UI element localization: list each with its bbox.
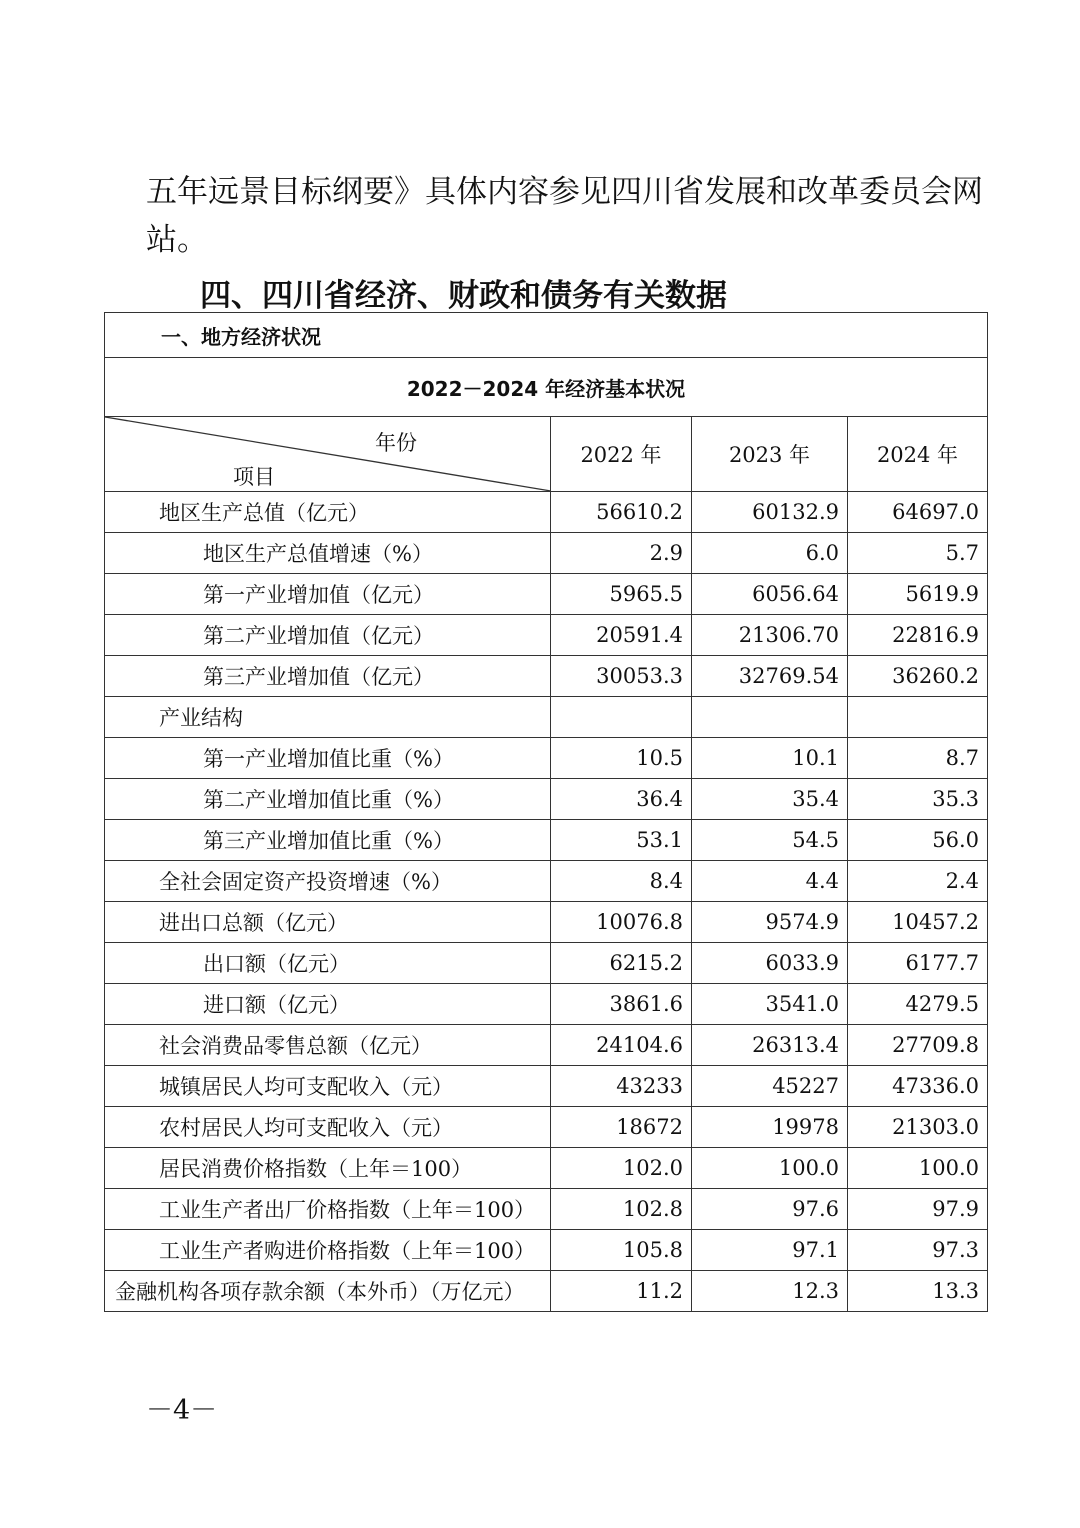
table-row [105, 984, 988, 1025]
row-value: 2.4 [848, 861, 988, 902]
table-row [105, 492, 988, 533]
row-value: 100.0 [692, 1148, 848, 1189]
table-row [105, 1230, 988, 1271]
row-value: 10.5 [551, 738, 692, 779]
row-value: 6177.7 [848, 943, 988, 984]
table-row [105, 574, 988, 615]
row-value: 9574.9 [692, 902, 848, 943]
row-label: 产业结构 [105, 697, 551, 738]
row-value: 43233 [551, 1066, 692, 1107]
row-value: 12.3 [692, 1271, 848, 1312]
page-number: －4－ [146, 1395, 218, 1426]
row-value: 27709.8 [848, 1025, 988, 1066]
row-value: 3861.6 [551, 984, 692, 1025]
table-row [105, 1148, 988, 1189]
row-value: 2.9 [551, 533, 692, 574]
paragraph-line-1: 五年远景目标纲要》具体内容参见四川省发展和改革委员会网 [146, 174, 983, 210]
table-title: 2022－2024 年经济基本状况 [105, 358, 988, 417]
row-value: 56610.2 [551, 492, 692, 533]
row-value: 35.3 [848, 779, 988, 820]
row-value: 97.6 [692, 1189, 848, 1230]
table-row [105, 820, 988, 861]
row-value: 6056.64 [692, 574, 848, 615]
row-value: 10.1 [692, 738, 848, 779]
row-value: 5965.5 [551, 574, 692, 615]
row-value: 102.0 [551, 1148, 692, 1189]
row-value: 4.4 [692, 861, 848, 902]
table-row [105, 1066, 988, 1107]
row-label: 社会消费品零售总额（亿元） [105, 1025, 551, 1066]
row-value: 8.4 [551, 861, 692, 902]
row-value: 105.8 [551, 1230, 692, 1271]
row-label: 第一产业增加值（亿元） [105, 574, 551, 615]
row-value: 24104.6 [551, 1025, 692, 1066]
row-value: 5619.9 [848, 574, 988, 615]
row-value: 56.0 [848, 820, 988, 861]
row-label: 居民消费价格指数（上年＝100） [105, 1148, 551, 1189]
row-value: 6033.9 [692, 943, 848, 984]
row-value: 32769.54 [692, 656, 848, 697]
row-value: 20591.4 [551, 615, 692, 656]
row-value: 6.0 [692, 533, 848, 574]
header-year-label: 年份 [375, 431, 417, 455]
row-value: 11.2 [551, 1271, 692, 1312]
row-value: 36260.2 [848, 656, 988, 697]
row-value: 102.8 [551, 1189, 692, 1230]
row-value: 26313.4 [692, 1025, 848, 1066]
row-value: 97.1 [692, 1230, 848, 1271]
row-value: 30053.3 [551, 656, 692, 697]
table-row [105, 656, 988, 697]
row-value: 97.3 [848, 1230, 988, 1271]
table-row [105, 615, 988, 656]
row-value: 13.3 [848, 1271, 988, 1312]
row-label: 农村居民人均可支配收入（元） [105, 1107, 551, 1148]
paragraph-line-2: 站。 [146, 222, 208, 258]
section-heading: 四、四川省经济、财政和债务有关数据 [200, 278, 727, 314]
table-section-title: 一、地方经济状况 [105, 313, 988, 358]
row-value: 53.1 [551, 820, 692, 861]
row-value: 18672 [551, 1107, 692, 1148]
row-value: 6215.2 [551, 943, 692, 984]
row-label: 全社会固定资产投资增速（%） [105, 861, 551, 902]
row-value: 21303.0 [848, 1107, 988, 1148]
table-row [105, 1025, 988, 1066]
table-row [105, 1189, 988, 1230]
row-label: 第三产业增加值比重（%） [105, 820, 551, 861]
row-label: 第二产业增加值（亿元） [105, 615, 551, 656]
row-value: 47336.0 [848, 1066, 988, 1107]
row-label: 城镇居民人均可支配收入（元） [105, 1066, 551, 1107]
row-label: 第三产业增加值（亿元） [105, 656, 551, 697]
row-value: 19978 [692, 1107, 848, 1148]
row-label: 出口额（亿元） [105, 943, 551, 984]
table-row [105, 861, 988, 902]
row-value: 35.4 [692, 779, 848, 820]
header-corner-cell [105, 417, 551, 492]
table-row [105, 738, 988, 779]
row-label: 地区生产总值增速（%） [105, 533, 551, 574]
row-label: 地区生产总值（亿元） [105, 492, 551, 533]
row-value: 45227 [692, 1066, 848, 1107]
row-label: 工业生产者购进价格指数（上年＝100） [105, 1230, 551, 1271]
row-value: 3541.0 [692, 984, 848, 1025]
row-value: 10457.2 [848, 902, 988, 943]
row-value [692, 697, 848, 738]
row-label: 第一产业增加值比重（%） [105, 738, 551, 779]
row-value: 64697.0 [848, 492, 988, 533]
diagonal-divider [105, 417, 551, 491]
row-value: 22816.9 [848, 615, 988, 656]
table-row [105, 1271, 988, 1312]
row-value: 36.4 [551, 779, 692, 820]
row-value: 10076.8 [551, 902, 692, 943]
economy-table [104, 312, 987, 1312]
table-row [105, 1107, 988, 1148]
row-value [551, 697, 692, 738]
header-year-2022: 2022 年 [551, 417, 692, 492]
row-label: 工业生产者出厂价格指数（上年＝100） [105, 1189, 551, 1230]
row-value: 4279.5 [848, 984, 988, 1025]
row-label: 第二产业增加值比重（%） [105, 779, 551, 820]
row-value: 8.7 [848, 738, 988, 779]
table-row [105, 697, 988, 738]
row-value: 54.5 [692, 820, 848, 861]
header-year-2024: 2024 年 [848, 417, 988, 492]
table-row [105, 902, 988, 943]
table-row [105, 943, 988, 984]
header-year-2023: 2023 年 [692, 417, 848, 492]
row-label: 进出口总额（亿元） [105, 902, 551, 943]
row-value: 100.0 [848, 1148, 988, 1189]
row-label: 进口额（亿元） [105, 984, 551, 1025]
row-value: 97.9 [848, 1189, 988, 1230]
table-row [105, 533, 988, 574]
row-value: 21306.70 [692, 615, 848, 656]
row-value [848, 697, 988, 738]
row-value: 5.7 [848, 533, 988, 574]
header-item-label: 项目 [233, 465, 275, 489]
table-row [105, 779, 988, 820]
row-label: 金融机构各项存款余额（本外币）（万亿元） [105, 1271, 551, 1312]
row-value: 60132.9 [692, 492, 848, 533]
